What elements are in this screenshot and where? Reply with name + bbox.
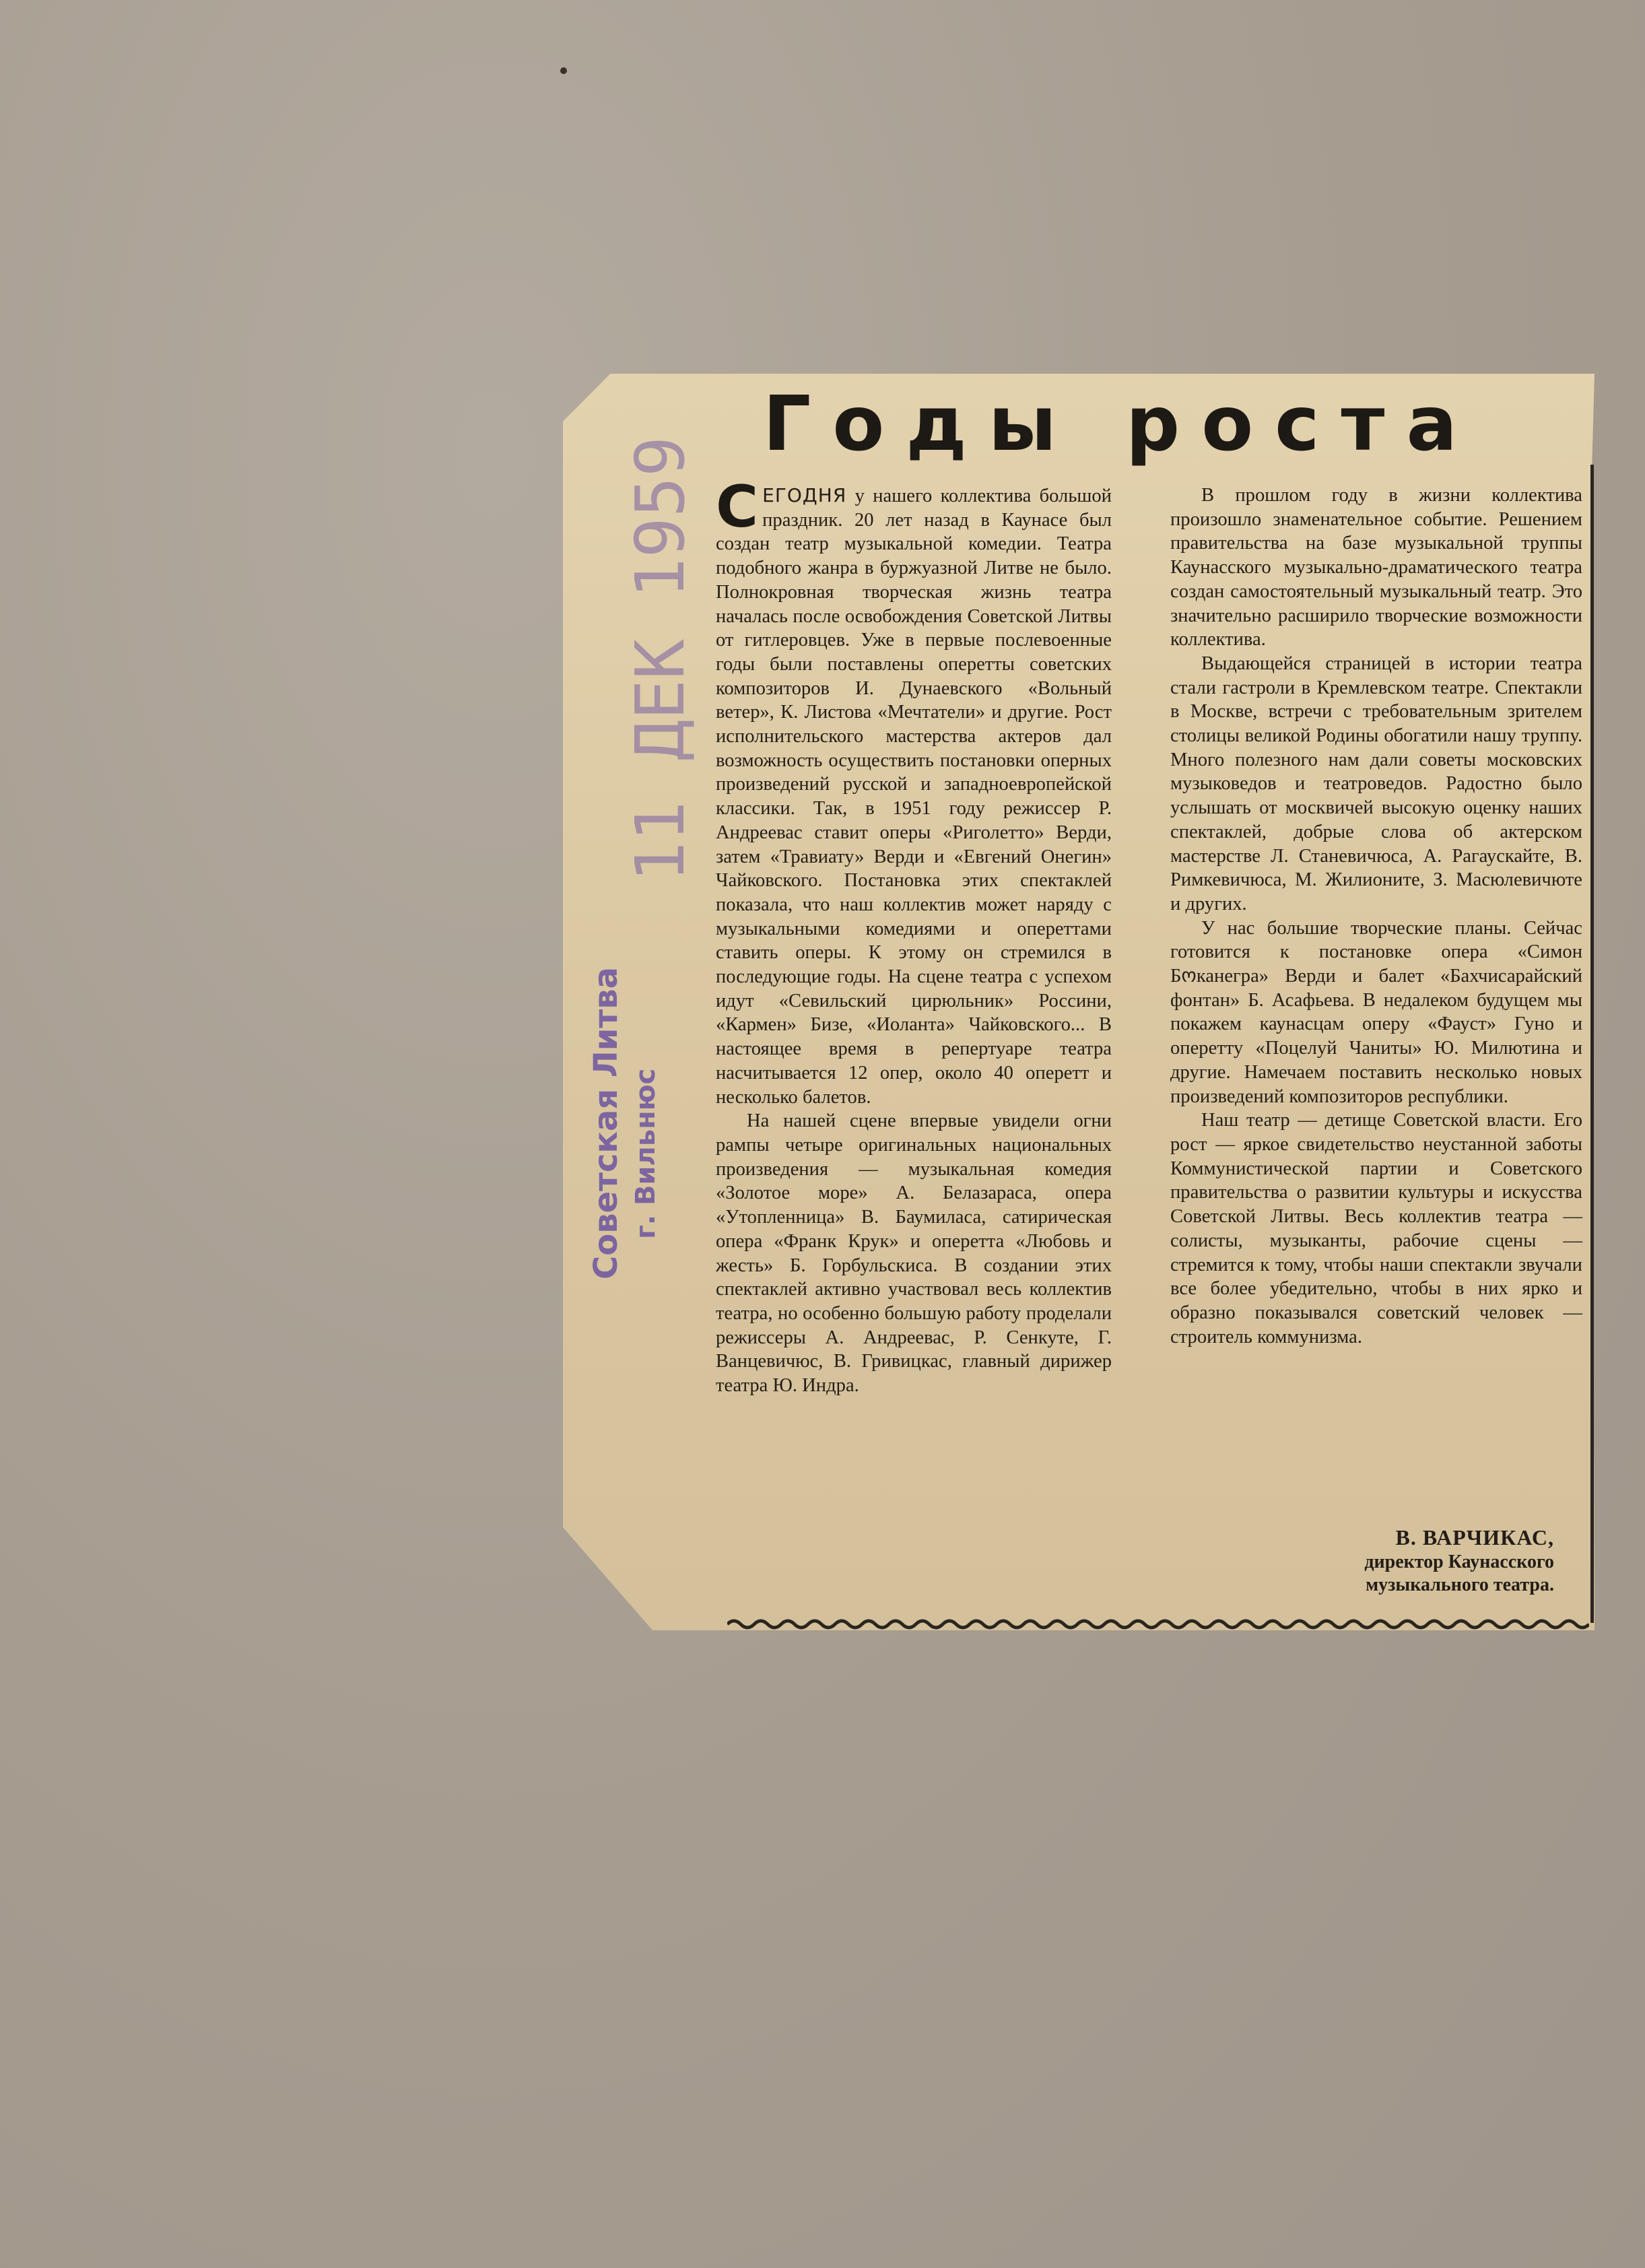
article-column-right [1170,483,1582,1349]
paragraph [716,473,1112,1109]
lead-word: ЕГОДНЯ [762,484,847,506]
author-role: музыкального театра. [1366,1574,1554,1595]
paragraph: Выдающейся страницей в истории театра стали гастроли в Кремлевском театре. Спектакли в Москве, встречи с требовательным зрителем столицы великой Родины обогатили нашу труппу. Много полезного нам дали советы московских музыковедов и театроведов. Радостно было услышать от москвичей высокую оценку наших спектаклей, добрые слова об актерском мастерстве Л. Станевичюса, А. Рагаускайте, В. Римкевичюса, М. Жилионите, З. Масюлевичюте и других. [1170,653,1582,914]
paragraph: У нас большие творческие планы. Сейчас готовится к постановке опера «Симон Бოканегра» Верди и балет «Бахчисарайский фонтан» Б. Асафьева. В недалеком будущем мы покажем каунасцам оперу «Фауст» Гуно и оперетту «Поцелуй Чаниты» Ю. Милютина и другие. Намечаем поставить несколько новых произведений композиторов республики. [1170,917,1582,1107]
paper-speck [560,67,567,74]
column-rule [1590,465,1594,1623]
paragraph-text: у нашего коллектива большой праздник. 20 лет назад в Каунасе был создан театр музыкальной комедии. Театра подобного жанра в буржуазной Литве не было. Полнокровная творческая жизнь театра началась после освобождения Советской Литвы от гитлеровцев. Уже в первые послевоенные годы были поставлены оперетты советских композиторов И. Дунаевского «Вольный ветер», К. Листова «Мечтатели» и другие. Рост исполнительского мастерства актеров дал возможность осуществить постановки оперных произведений русской и западноевропейской классики. Так, в 1951 году режиссер Р. Андреевас ставит оперы «Риголетто» Верди, затем «Травиату» Верди и «Евгений Онегин» Чайковского. Постановка этих спектаклей показала, что наш коллектив может наряду с музыкальными комедиями и опереттами ставить оперы. К этому он стремился в последующие годы. На сцене театра с успехом идут «Севильский цирюльник» Россини, «Кармен» Бизе, «Иоланта» Чайковского... В настоящее время в репертуаре театра насчитывается 12 опер, около 40 оперетт и несколько балетов. [716,486,1112,1108]
wavy-border [727,1616,1589,1632]
paragraph: На нашей сцене впервые увидели огни рампы четыре оригинальных национальных произведения — музыкальная комедия «Золотое море» А. Белазараса, опера «Утопленница» В. Баумиласа, сатирическая опера «Франк Крук» и оперетта «Любовь и жесть» Б. Горбульскиса. В создании этих спектаклей активно участвовал весь коллектив театра, но особенно большую работу проделали режиссеры А. Андреевас, Р. Сенкуте, Г. Ванцевичюс, В. Гривицкас, главный дирижер театра Ю. Индра. [716,1110,1112,1397]
author-role: директор Каунасского [1364,1552,1554,1572]
archive-stamp [580,436,749,1279]
stamp-newspaper: Советская Литва [587,967,625,1279]
stamp-date: 11 ДЕК 1959 [621,436,700,882]
author-name: В. ВАРЧИКАС, [1395,1525,1554,1549]
stamp-city: г. Вильнюс [630,1068,661,1239]
article-headline: Годы роста [763,380,1479,468]
article-column-left [716,473,1112,1398]
author-signature [1259,1524,1554,1597]
paragraph: Наш театр — детище Советской власти. Его рост — яркое свидетельство неустанной заботы Коммунистической партии и Советского правительства о развитии культуры и искусства Советской Литвы. Весь коллектив театра — солисты, музыканты, рабочие сцены — стремится к тому, чтобы наши спектакли звучали все более убедительно, чтобы в них ярко и образно показывался советский человек — строитель коммунизма. [1170,1110,1582,1347]
drop-cap: С [716,473,759,541]
paragraph: В прошлом году в жизни коллектива произошло знаменательное событие. Решением правительства на базе музыкальной труппы Каунасского музыкально-драматического театра создан самостоятельный музыкальный театр. Это значительно расширило творческие возможности коллектива. [1170,485,1582,651]
